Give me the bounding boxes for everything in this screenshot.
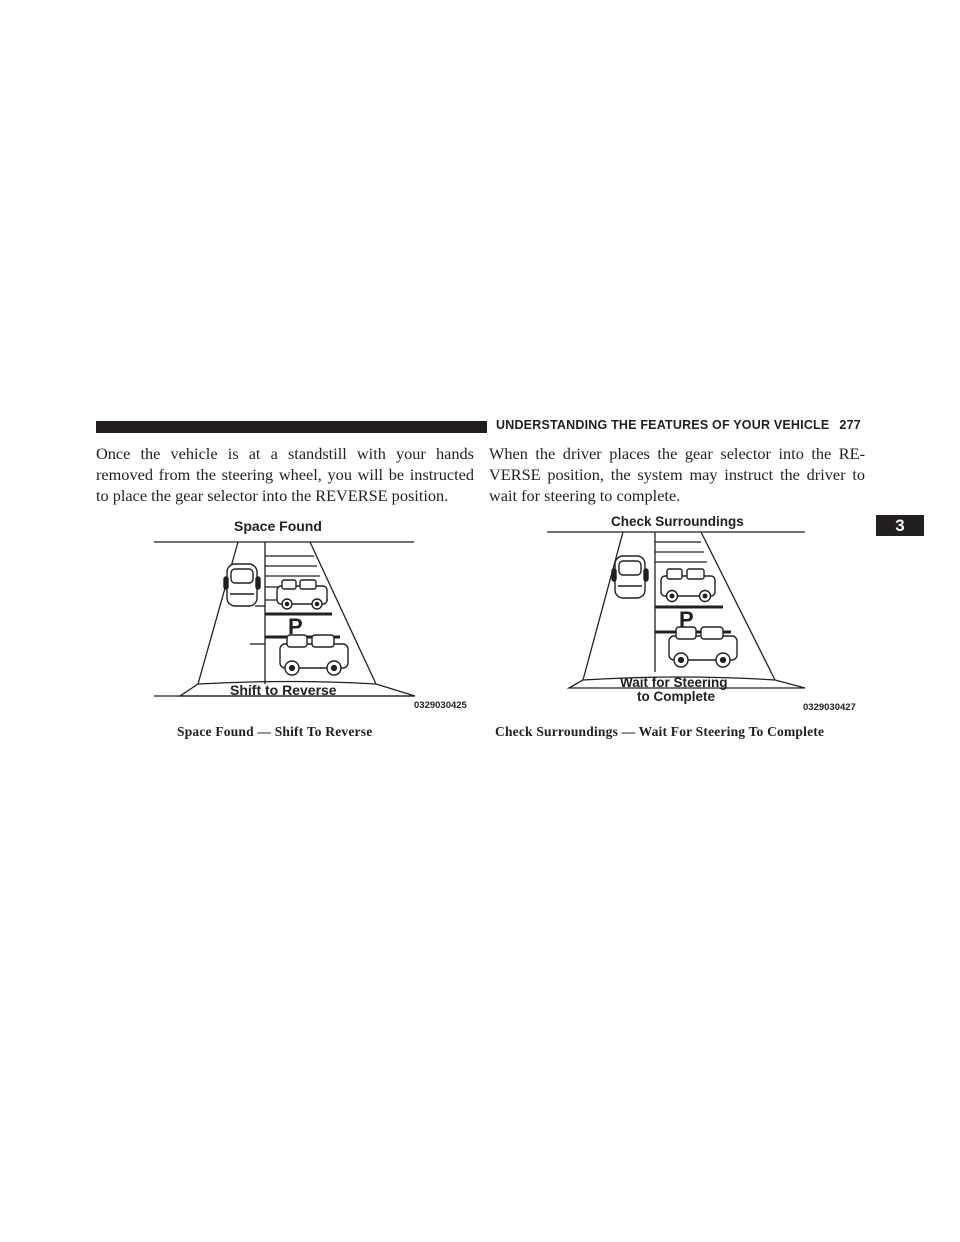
sedan-icon <box>612 556 648 598</box>
figure-check-surroundings <box>543 512 873 714</box>
figure-top-label: Space Found <box>234 518 322 534</box>
figure-id: 0329030425 <box>414 700 467 711</box>
paragraph-line: wait for steering to complete. <box>489 486 681 505</box>
figure-bottom-label: Shift to Reverse <box>230 682 337 698</box>
figure-id: 0329030427 <box>803 702 856 713</box>
left-paragraph <box>96 443 474 506</box>
jeep-icon <box>661 569 715 602</box>
figure-bottom-label: to Complete <box>637 689 716 704</box>
running-header <box>496 418 861 432</box>
section-title: UNDERSTANDING THE FEATURES OF YOUR VEHICLE <box>496 418 830 432</box>
figure-top-label: Check Surroundings <box>611 514 744 529</box>
paragraph-line: Once the vehicle is at a standstill with your hands <box>96 444 474 463</box>
paragraph-line: to place the gear selector into the REVERSE position. <box>96 486 449 505</box>
figure-space-found <box>150 514 480 714</box>
paragraph-line: VERSE position, the system may instruct the driver to <box>489 465 865 484</box>
page-number: 277 <box>839 418 861 432</box>
jeep-icon <box>277 580 327 609</box>
header-rule <box>96 421 487 433</box>
figure-caption: Space Found — Shift To Reverse <box>177 724 373 739</box>
figure-bottom-label: Wait for Steering <box>620 675 728 690</box>
right-paragraph <box>489 443 865 506</box>
jeep-icon <box>280 635 348 675</box>
figure-caption: Check Surroundings — Wait For Steering To Complete <box>495 724 825 739</box>
chapter-tab: 3 <box>876 515 924 536</box>
paragraph-line: removed from the steering wheel, you will be instructed <box>96 465 474 484</box>
sedan-icon <box>224 564 260 606</box>
paragraph-line: When the driver places the gear selector into the RE- <box>489 444 865 463</box>
parking-spot-label: P <box>288 614 303 639</box>
parking-spot-label: P <box>679 607 694 632</box>
